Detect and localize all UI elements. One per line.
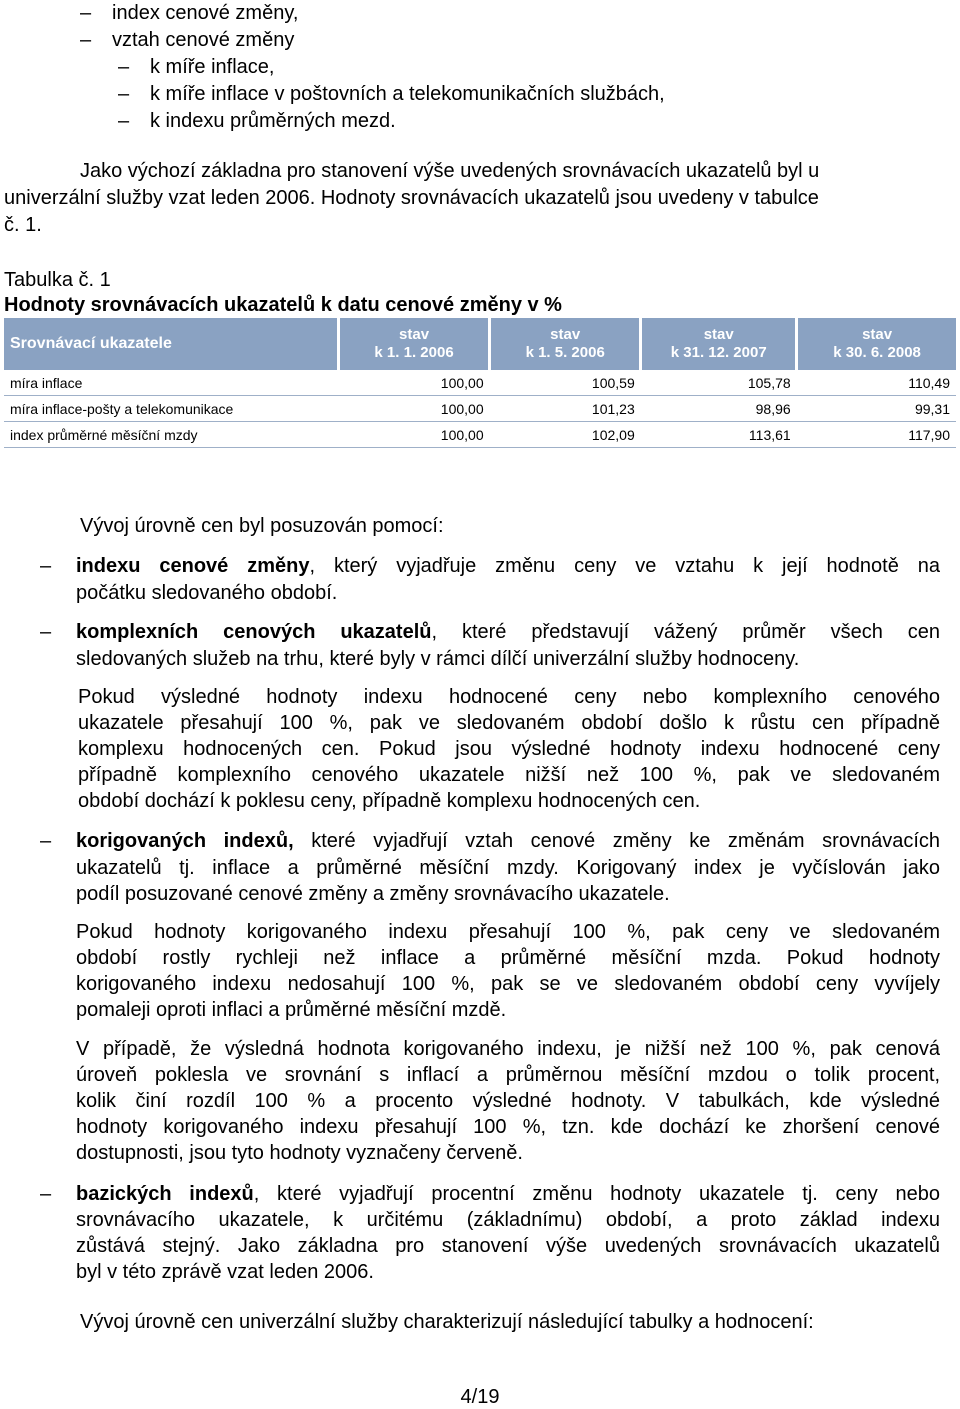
paragraph-line: úroveň poklesla ve srovnání s inflací a průměrnou měsíční mzdou o tolik procent, [76, 1064, 940, 1086]
intro-line: Jako výchozí základna pro stanovení výše uvedených srovnávacích ukazatelů byl u [80, 160, 820, 182]
bullet-line: byl v této zprávě vzat leden 2006. [76, 1261, 374, 1283]
header-col-4: stav k 30. 6. 2008 [797, 318, 956, 370]
paragraph-line: pomaleji oproti inflaci a průměrné měsíční mzdě. [76, 999, 507, 1021]
table-cell: 99,31 [797, 396, 956, 422]
list-dash: – [40, 830, 52, 852]
list-subitem: k míře inflace v poštovních a telekomunikačních službách, [150, 83, 665, 105]
table-row [4, 422, 956, 448]
section-intro: Vývoj úrovně cen byl posuzován pomocí: [80, 515, 444, 537]
table-cell: míra inflace [4, 370, 338, 396]
bullet-line: komplexních cenových ukazatelů, které představují vážený průměr všech cen [76, 621, 940, 643]
header-col-2: stav k 1. 5. 2006 [490, 318, 641, 370]
bullet-line: srovnávacího ukazatele, k určitému (základnímu) období, a proto základ indexu [76, 1209, 940, 1231]
paragraph-line: období dochází k poklesu ceny, případně komplexu hodnocených cen. [78, 790, 701, 812]
list-dash: – [118, 110, 130, 132]
list-dash: – [118, 56, 130, 78]
paragraph-line: případně komplexního cenového ukazatele nižší než 100 %, pak ve sledovaném [78, 764, 940, 786]
list-dash: – [40, 1183, 52, 1205]
table-cell: 101,23 [490, 396, 641, 422]
bullet-line: zůstává stejný. Jako základna pro stanovení výše uvedených srovnávacích ukazatelů [76, 1235, 940, 1257]
table-cell: 98,96 [641, 396, 797, 422]
table-cell: 117,90 [797, 422, 956, 448]
table-header-row [4, 318, 956, 370]
table-title: Hodnoty srovnávacích ukazatelů k datu cenové změny v % [4, 294, 562, 316]
paragraph-line: období rostly rychleji než inflace a průměrné měsíční mzda. Pokud hodnoty [76, 947, 940, 969]
paragraph-line: V případě, že výsledná hodnota korigovaného indexu, je nižší než 100 %, pak cenová [76, 1038, 940, 1060]
header-indicators: Srovnávací ukazatele [4, 318, 338, 370]
comparison-table [4, 318, 956, 448]
paragraph-line: Pokud hodnoty korigovaného indexu přesahují 100 %, pak ceny ve sledovaném [76, 921, 940, 943]
list-dash: – [40, 621, 52, 643]
table-caption: Tabulka č. 1 [4, 269, 111, 291]
table-row [4, 396, 956, 422]
bullet-line: sledovaných služeb na trhu, které byly v rámci dílčí univerzální služby hodnoceny. [76, 648, 800, 670]
bullet-line: podíl posuzované cenové změny a změny srovnávacího ukazatele. [76, 883, 670, 905]
header-col-3: stav k 31. 12. 2007 [641, 318, 797, 370]
bullet-line: počátku sledovaného období. [76, 582, 338, 604]
paragraph-line: ukazatele přesahují 100 %, pak ve sledovaném období došlo k růstu cen případně [78, 712, 940, 734]
list-subitem: k indexu průměrných mezd. [150, 110, 396, 132]
table-cell: 100,00 [338, 422, 489, 448]
paragraph-line: kolik činí rozdíl 100 % a procento výsledné hodnoty. V tabulkách, kde výsledné [76, 1090, 940, 1112]
table-cell: míra inflace-pošty a telekomunikace [4, 396, 338, 422]
paragraph-line: dostupnosti, jsou tyto hodnoty vyznačeny červeně. [76, 1142, 523, 1164]
paragraph-line: komplexu hodnocených cen. Pokud jsou výsledné hodnoty indexu hodnocené ceny [78, 738, 940, 760]
bullet-line: indexu cenové změny, který vyjadřuje změnu ceny ve vztahu k její hodnotě na [76, 555, 940, 577]
list-dash: – [118, 83, 130, 105]
bullet-line: bazických indexů, které vyjadřují procentní změnu hodnoty ukazatele tj. ceny nebo [76, 1183, 940, 1205]
list-item: vztah cenové změny [112, 29, 295, 51]
list-dash: – [80, 29, 92, 51]
table-cell: 102,09 [490, 422, 641, 448]
table-cell: 113,61 [641, 422, 797, 448]
closing-line: Vývoj úrovně cen univerzální služby charakterizují následující tabulky a hodnocení: [80, 1311, 814, 1333]
paragraph-line: korigovaného indexu nedosahují 100 %, pak se ve sledovaném období ceny vyvíjely [76, 973, 940, 995]
table-cell: index průměrné měsíční mzdy [4, 422, 338, 448]
list-item: index cenové změny, [112, 2, 299, 24]
bullet-line: korigovaných indexů, které vyjadřují vztah cenové změny ke změnám srovnávacích [76, 830, 940, 852]
header-col-1: stav k 1. 1. 2006 [338, 318, 489, 370]
intro-line: č. 1. [4, 214, 42, 236]
page-number: 4/19 [460, 1386, 500, 1408]
list-dash: – [80, 2, 92, 24]
paragraph-line: Pokud výsledné hodnoty indexu hodnocené ceny nebo komplexního cenového [78, 686, 940, 708]
table-cell: 110,49 [797, 370, 956, 396]
table-row [4, 370, 956, 396]
intro-line: univerzální služby vzat leden 2006. Hodnoty srovnávacích ukazatelů jsou uvedeny v tabulce [4, 187, 819, 209]
paragraph-line: hodnoty korigovaného indexu přesahují 100 %, tzn. kde dochází ke zhoršení cenové [76, 1116, 940, 1138]
table-cell: 105,78 [641, 370, 797, 396]
list-subitem: k míře inflace, [150, 56, 275, 78]
list-dash: – [40, 555, 52, 577]
table-cell: 100,00 [338, 396, 489, 422]
table-cell: 100,00 [338, 370, 489, 396]
bullet-line: ukazatelů tj. inflace a průměrné měsíční mzdy. Korigovaný index je vyčíslován jako [76, 857, 940, 879]
table-cell: 100,59 [490, 370, 641, 396]
